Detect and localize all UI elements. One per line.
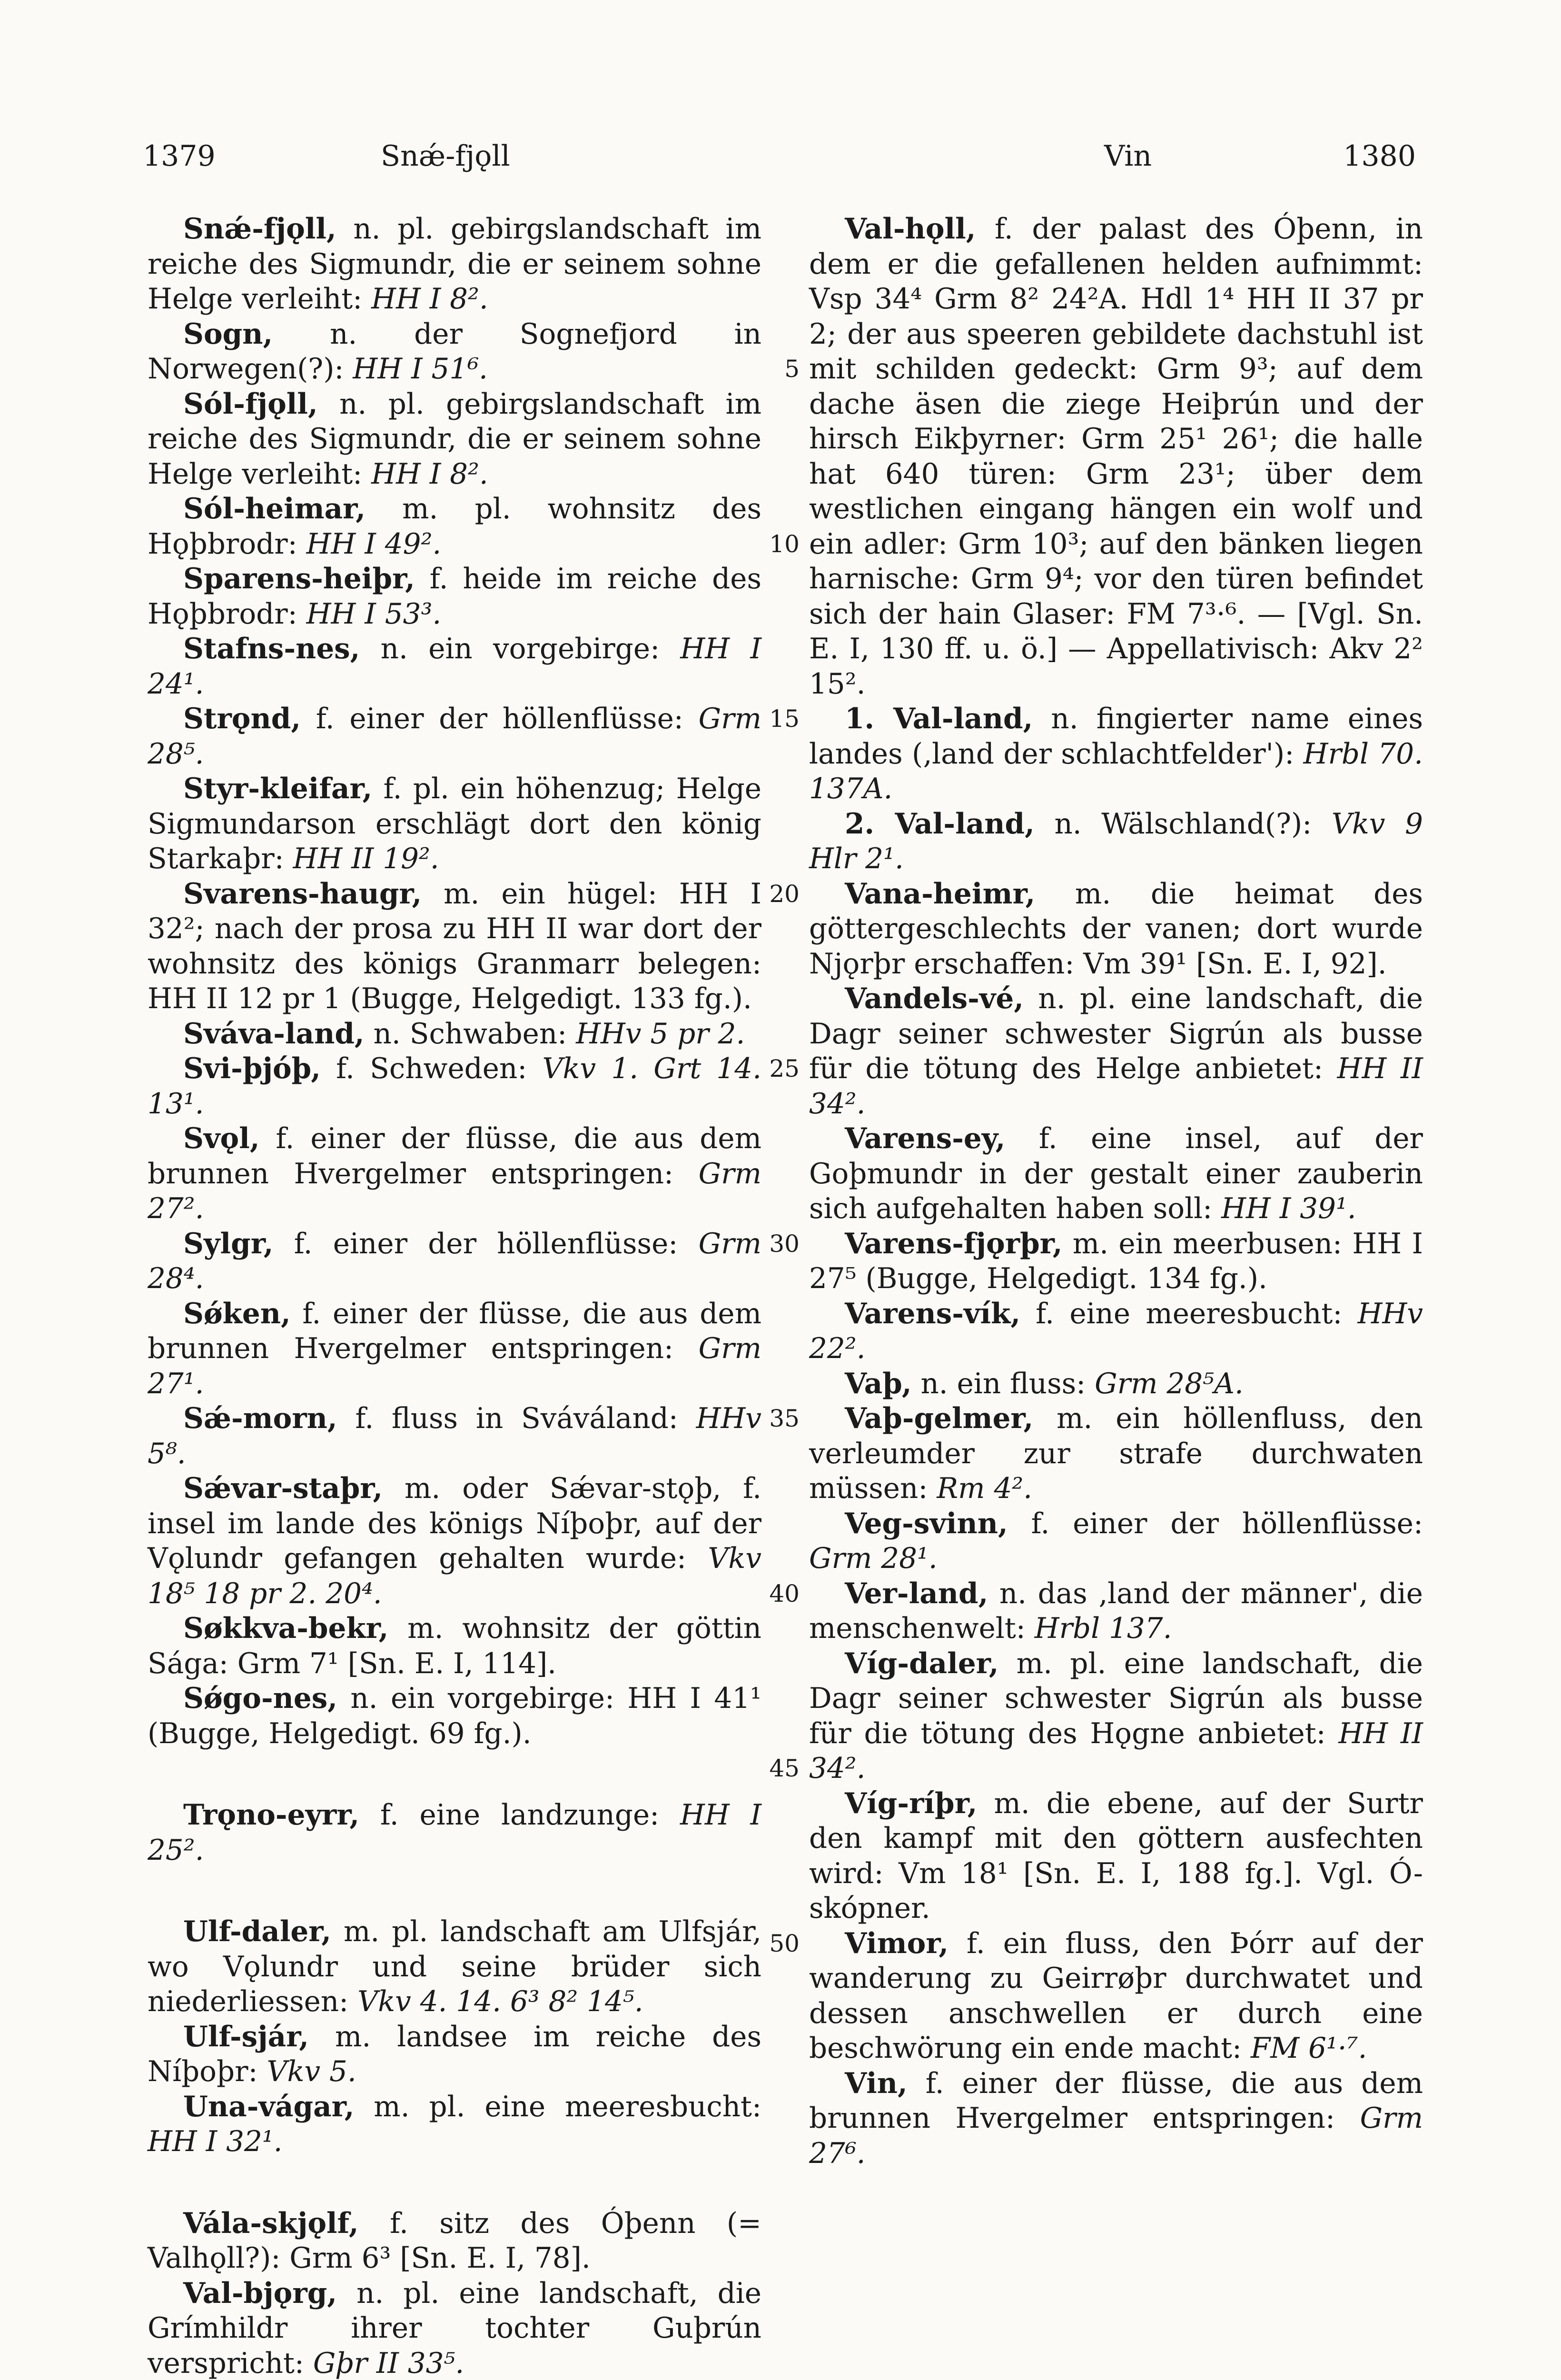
- entry-source-reference: HH I 25².: [148, 1799, 761, 1867]
- dictionary-entry: [148, 702, 761, 772]
- entry-lemma: Sogn,: [183, 317, 273, 351]
- entry-lemma: Ulf-sjár,: [183, 2020, 309, 2053]
- entry-definition: m. pl. landschaft am Ulfsjár, wo Vǫlundr und seine brüder sich niederliessen:: [148, 1915, 761, 2018]
- entry-definition: f. pl. ein höhenzug; Helge Sigmundarson erschlägt dort den könig Starkaþr:: [148, 773, 761, 875]
- entry-source-reference: Grm 28¹.: [809, 1542, 938, 1575]
- entry-definition: n. pl. eine landschaft, die Dagr seiner schwester Sigrún als busse für die tötung des Helge anbietet:: [809, 982, 1423, 1085]
- dictionary-entry: [809, 1577, 1423, 1646]
- left-column: [148, 212, 761, 2380]
- dictionary-entry: [809, 877, 1423, 982]
- entry-lemma: Víg-daler,: [845, 1646, 999, 1680]
- dictionary-entry: [148, 2090, 761, 2160]
- line-number: 20: [769, 880, 800, 908]
- entry-definition: m. ein hügel: HH I 32²; nach der prosa zu HH II war dort der wohnsitz des königs Granmarr belegen: HH II 12 pr 1 (Bugge, Helgedigt. 133 fg.).: [148, 877, 761, 1015]
- line-number: 15: [769, 705, 800, 733]
- entry-lemma: Ver-land,: [845, 1577, 988, 1610]
- dictionary-entry: [809, 2066, 1423, 2172]
- entry-lemma: Vaþ,: [845, 1367, 912, 1400]
- dictionary-entry: [809, 982, 1423, 1121]
- dictionary-entry: [809, 1297, 1423, 1367]
- entry-lemma: Veg-svinn,: [845, 1507, 1008, 1540]
- entry-definition: m. ein höllenfluss, den verleumder zur strafe durchwaten müssen:: [809, 1402, 1423, 1505]
- entry-definition: f. einer der flüsse, die aus dem brunnen Hvergelmer entspringen:: [809, 2067, 1423, 2135]
- entry-definition: n. das ‚land der männer', die menschenwelt:: [809, 1577, 1423, 1645]
- dictionary-entry: [148, 1121, 761, 1227]
- entry-source-reference: HH I 39¹.: [1221, 1192, 1356, 1225]
- entry-lemma: Snǽ-fjǫll,: [183, 212, 336, 246]
- entry-definition: f. eine meeresbucht:: [1020, 1297, 1358, 1330]
- entry-source-reference: HH I 8².: [371, 283, 488, 316]
- right-column: [809, 212, 1423, 2171]
- entry-definition: f. sitz des Óþenn (= Valhǫll?): Grm 6³ [Sn. E. I, 78].: [148, 2207, 761, 2275]
- entry-definition: n. pl. eine landschaft, die Grímhildr ihrer tochter Guþrún verspricht:: [148, 2277, 761, 2380]
- entry-source-reference: HHv 22².: [809, 1297, 1423, 1365]
- entry-lemma: 2. Val-land,: [845, 807, 1035, 841]
- entry-source-reference: Rm 4².: [937, 1472, 1033, 1505]
- entry-definition: f. einer der höllenflüsse:: [1008, 1507, 1423, 1540]
- entry-lemma: Sǽvar-staþr,: [183, 1472, 383, 1505]
- entry-definition: f. ein fluss, den Þórr auf der wanderung zu Geirrøþr durchwatet und dessen anschwellen er durch eine beschwörung ein ende macht:: [809, 1927, 1423, 2065]
- entry-lemma: Styr-kleifar,: [183, 772, 373, 805]
- dictionary-entry: [148, 1227, 761, 1297]
- entry-source-reference: HH I 8².: [371, 457, 488, 491]
- entry-lemma: Sǽ-morn,: [183, 1402, 337, 1435]
- line-number: 35: [769, 1405, 800, 1432]
- entry-source-reference: HH I 51⁶.: [353, 353, 488, 386]
- entry-definition: n. ein fluss:: [911, 1367, 1095, 1400]
- entry-lemma: Varens-ey,: [845, 1122, 1006, 1155]
- dictionary-entry: [148, 317, 761, 387]
- entry-definition: m. die heimat des göttergeschlechts der vanen; dort wurde Njǫrþr erschaffen: Vm 39¹ [Sn. E. I, 92].: [809, 877, 1423, 981]
- dictionary-entry: [148, 2020, 761, 2090]
- entry-lemma: Sól-fjǫll,: [183, 387, 318, 421]
- dictionary-entry: [148, 2276, 761, 2380]
- entry-source-reference: Grm 27¹.: [148, 1332, 761, 1400]
- dictionary-entry: [148, 1401, 761, 1471]
- entry-lemma: Svi-þjóþ,: [183, 1052, 321, 1085]
- entry-source-reference: Vkv 18⁵ 18 pr 2. 20⁴.: [148, 1542, 761, 1610]
- entry-lemma: 1. Val-land,: [845, 702, 1033, 735]
- entry-source-reference: Gþr II 33⁵.: [313, 2347, 464, 2380]
- entry-lemma: Vin,: [845, 2066, 908, 2100]
- entry-source-reference: Vkv 4. 14. 6³ 8² 14⁵.: [357, 1985, 643, 2018]
- entry-definition: n. ein vorgebirge: HH I 41¹ (Bugge, Helgedigt. 69 fg.).: [148, 1682, 761, 1750]
- entry-source-reference: FM 6¹·⁷.: [1250, 2032, 1367, 2065]
- dictionary-entry: [148, 1798, 761, 1868]
- dictionary-entry: [809, 1367, 1423, 1402]
- entry-source-reference: Vkv 9 Hlr 2¹.: [809, 807, 1423, 875]
- dictionary-entry: [809, 1227, 1423, 1297]
- dictionary-entry: [809, 1401, 1423, 1507]
- entry-source-reference: HH II 19².: [293, 843, 439, 875]
- entry-source-reference: Hrbl 70. 137A.: [809, 737, 1423, 805]
- left-page-number: 1379: [143, 139, 216, 173]
- entry-lemma: Sǿken,: [183, 1297, 291, 1330]
- dictionary-entry: [809, 1646, 1423, 1786]
- dictionary-entry: [809, 807, 1423, 877]
- entry-source-reference: HHv 5⁸.: [148, 1402, 761, 1470]
- entry-definition: m. pl. wohnsitz des Hǫþbrodr:: [148, 493, 761, 561]
- running-head: [143, 137, 1416, 175]
- entry-definition: n. Wälschland(?):: [1034, 807, 1332, 841]
- line-number: 30: [769, 1230, 800, 1258]
- entry-source-reference: HH II 34².: [809, 1717, 1423, 1785]
- entry-lemma: Sól-heimar,: [183, 492, 366, 526]
- line-number: 10: [769, 530, 800, 558]
- dictionary-entry: [148, 1051, 761, 1121]
- entry-lemma: Una-vágar,: [183, 2090, 355, 2123]
- dictionary-entry: [148, 1471, 761, 1611]
- dictionary-entry: [809, 702, 1423, 807]
- entry-lemma: Strǫnd,: [183, 702, 301, 735]
- entry-lemma: Trǫno-eyrr,: [183, 1798, 360, 1832]
- line-number: 45: [769, 1755, 800, 1782]
- entry-source-reference: HH I 32¹.: [148, 2125, 283, 2158]
- dictionary-entry: [148, 1681, 761, 1751]
- entry-source-reference: Vkv 1. Grt 14. 13¹.: [148, 1052, 761, 1121]
- dictionary-entry: [148, 1611, 761, 1681]
- entry-definition: f. eine landzunge:: [359, 1799, 680, 1832]
- dictionary-entry: [148, 1017, 761, 1052]
- entry-definition: f. fluss in Sváváland:: [337, 1402, 696, 1435]
- entry-definition: n. der Sognefjord in Norwegen(?):: [148, 317, 761, 386]
- entry-definition: m. oder Sǽvar-stǫþ, f. insel im lande des königs Níþoþr, auf der Vǫlundr gefangen gehalten wurde:: [148, 1472, 761, 1575]
- entry-source-reference: HH I 53³.: [306, 597, 442, 631]
- dictionary-entry: [809, 212, 1423, 702]
- entry-definition: f. Schweden:: [320, 1052, 543, 1085]
- dictionary-entry: [148, 877, 761, 1017]
- entry-source-reference: HH I 24¹.: [148, 633, 761, 701]
- line-number: 25: [769, 1055, 800, 1082]
- entry-definition: n. fingierter name eines landes (‚land der schlachtfelder'):: [809, 703, 1423, 771]
- entry-lemma: Vála-skjǫlf,: [183, 2206, 359, 2240]
- entry-source-reference: HH II 34².: [809, 1052, 1423, 1121]
- entry-definition: m. pl. eine meeresbucht:: [354, 2090, 761, 2123]
- entry-lemma: Sǿgo-nes,: [183, 1682, 337, 1715]
- dictionary-entry: [148, 387, 761, 492]
- entry-definition: n. ein vorgebirge:: [360, 633, 681, 665]
- line-number: 5: [784, 355, 800, 383]
- entry-lemma: Sylgr,: [183, 1227, 274, 1260]
- entry-source-reference: Grm 28⁴.: [148, 1227, 761, 1295]
- entry-definition: m. wohnsitz der göttin Sága: Grm 7¹ [Sn. E. I, 114].: [148, 1612, 761, 1680]
- entry-lemma: Varens-fjǫrþr,: [845, 1227, 1063, 1260]
- entry-source-reference: Vkv 5.: [267, 2055, 356, 2088]
- entry-source-reference: HHv 5 pr 2.: [576, 1017, 745, 1051]
- entry-lemma: Víg-ríþr,: [845, 1786, 978, 1820]
- dictionary-entry: [148, 2206, 761, 2276]
- entry-definition: n. Schwaben:: [364, 1017, 576, 1051]
- dictionary-entry: [148, 1914, 761, 2020]
- entry-lemma: Val-bjǫrg,: [183, 2276, 337, 2310]
- dictionary-entry: [809, 1121, 1423, 1227]
- entry-lemma: Svǫl,: [183, 1122, 260, 1155]
- dictionary-entry: [148, 1297, 761, 1402]
- entry-definition: m. ein meerbusen: HH I 27⁵ (Bugge, Helgedigt. 134 fg.).: [809, 1227, 1423, 1295]
- entry-lemma: Vimor,: [845, 1926, 949, 1960]
- right-running-headword: Vin: [1104, 139, 1152, 173]
- entry-lemma: Val-hǫll,: [845, 212, 976, 246]
- entry-source-reference: Hrbl 137.: [1034, 1612, 1172, 1645]
- dictionary-entry: [809, 1926, 1423, 2066]
- entry-lemma: Ulf-daler,: [183, 1915, 332, 1948]
- entry-source-reference: HH I 49².: [306, 527, 442, 561]
- dictionary-entry: [148, 772, 761, 877]
- entry-definition: f. einer der flüsse, die aus dem brunnen Hvergelmer entspringen:: [148, 1297, 761, 1365]
- entry-source-reference: Grm 28⁵.: [148, 703, 761, 771]
- entry-definition: f. eine insel, auf der Goþmundr in der gestalt einer zauberin sich aufgehalten haben soll:: [809, 1122, 1423, 1225]
- left-running-headword: Snǽ-fjǫll: [381, 139, 510, 173]
- entry-definition: m. landsee im reiche des Níþoþr:: [148, 2020, 761, 2088]
- entry-definition: f. einer der höllenflüsse:: [273, 1227, 699, 1260]
- right-page-number: 1380: [1343, 139, 1416, 173]
- entry-definition: f. einer der flüsse, die aus dem brunnen Hvergelmer entspringen:: [148, 1122, 761, 1190]
- entry-definition: m. pl. eine landschaft, die Dagr seiner schwester Sigrún als busse für die tötung des Hǫgne anbietet:: [809, 1647, 1423, 1750]
- dictionary-entry: [148, 632, 761, 702]
- entry-source-reference: Grm 28⁵A.: [1095, 1367, 1244, 1400]
- dictionary-entry: [148, 562, 761, 632]
- dictionary-entry: [809, 1786, 1423, 1926]
- entry-lemma: Vandels-vé,: [845, 982, 1024, 1015]
- entry-definition: n. pl. gebirgslandschaft im reiche des Sigmundr, die er seinem sohne Helge verleiht:: [148, 213, 761, 316]
- entry-lemma: Stafns-nes,: [183, 632, 360, 665]
- entry-lemma: Sváva-land,: [183, 1017, 365, 1051]
- entry-lemma: Vana-heimr,: [845, 877, 1036, 911]
- dictionary-entry: [148, 212, 761, 317]
- entry-definition: n. pl. gebirgslandschaft im reiche des Sigmundr, die er seinem sohne Helge verleiht:: [148, 387, 761, 491]
- dictionary-entry: [148, 492, 761, 562]
- entry-source-reference: Grm 27².: [148, 1157, 761, 1225]
- entry-source-reference: Grm 27⁶.: [809, 2102, 1423, 2170]
- entry-lemma: Varens-vík,: [845, 1297, 1021, 1330]
- entry-definition: f. heide im reiche des Hǫþbrodr:: [148, 563, 761, 631]
- entry-definition: f. der palast des Óþenn, in dem er die gefallenen helden aufnimmt: Vsp 34⁴ Grm 8² 24²A. Hdl 1⁴ HH II 37 pr 2; der aus speeren gebildete dachstuhl ist mit schilden gedeckt: Grm 9³; auf dem dache äsen die ziege Heiþrún und der hirsch Eikþyrner: Grm 25¹ 26¹; die halle hat 640 türen: Grm 23¹; über dem westlichen eingang hängen ein wolf und ein adler: Grm 10³; auf den bänken liegen harnische: Grm 9⁴; vor den türen befindet sich der hain Glaser: FM 7³·⁶. — [Vgl. Sn. E. I, 130 ff. u. ö.] — Appellativisch: Akv 2² 15².: [809, 213, 1423, 701]
- entry-lemma: Svarens-haugr,: [183, 877, 422, 911]
- entry-lemma: Sparens-heiþr,: [183, 562, 415, 595]
- entry-lemma: Vaþ-gelmer,: [845, 1402, 1034, 1435]
- line-number: 50: [769, 1929, 800, 1957]
- entry-lemma: Søkkva-bekr,: [183, 1612, 389, 1645]
- line-number: 40: [769, 1579, 800, 1607]
- entry-definition: m. die ebene, auf der Surtr den kampf mit den göttern ausfechten wird: Vm 18¹ [Sn. E. I, 188 fg.]. Vgl. Ó-skópner.: [809, 1787, 1423, 1925]
- entry-definition: f. einer der höllenflüsse:: [301, 703, 699, 735]
- dictionary-entry: [809, 1507, 1423, 1577]
